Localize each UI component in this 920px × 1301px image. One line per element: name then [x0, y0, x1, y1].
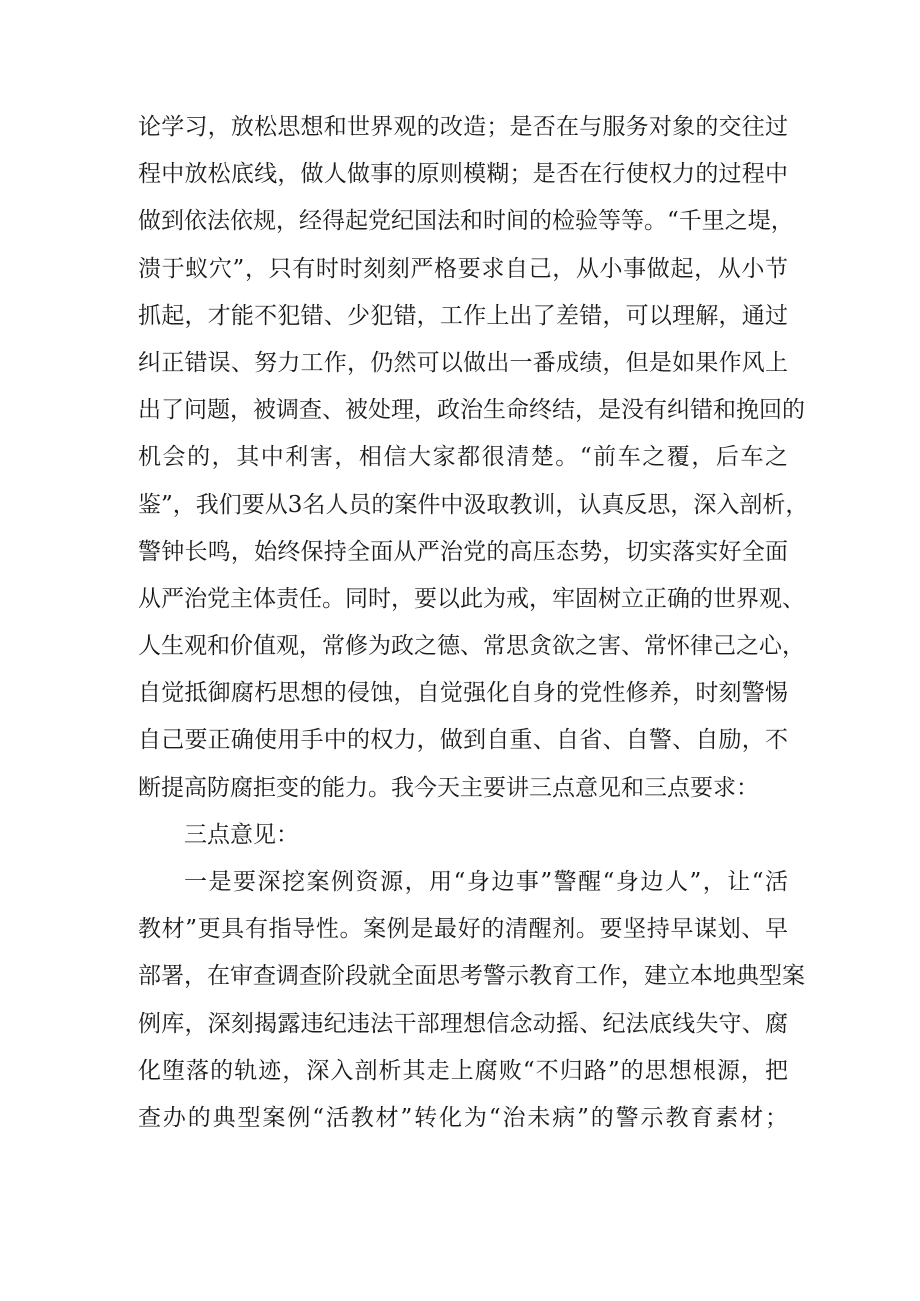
text-line: 教材”更具有指导性。案例是最好的清醒剂。要坚持早谋划、早 [138, 916, 788, 943]
section-heading: 三点意见： [184, 821, 299, 848]
text-line: 抓起，才能不犯错、少犯错，工作上出了差错，可以理解，通过 [138, 302, 788, 329]
text-line: 人生观和价值观，常修为政之德、常思贪欲之害、常怀律己之心， [138, 633, 805, 660]
text-line: 自觉抵御腐朽思想的侵蚀，自觉强化自身的党性修养，时刻警惕 [138, 680, 788, 707]
text-line: 做到依法依规，经得起党纪国法和时间的检验等等。“千里之堤， [138, 208, 794, 235]
text-line: 部署，在审查调查阶段就全面思考警示教育工作，建立本地典型案 [138, 963, 805, 990]
body-text [138, 104, 809, 1142]
text-line: 断提高防腐拒变的能力。我今天主要讲三点意见和三点要求： [138, 774, 759, 801]
text-line: 机会的，其中利害，相信大家都很清楚。“前车之覆，后车之 [138, 444, 788, 471]
text-line: 鉴”，我们要从3名人员的案件中汲取教训，认真反思，深入剖析， [138, 491, 809, 518]
text-line: 出了问题，被调查、被处理，政治生命终结，是没有纠错和挽回的 [138, 397, 805, 424]
text-line: 程中放松底线，做人做事的原则模糊；是否在行使权力的过程中 [138, 161, 788, 188]
text-line: 一是要深挖案例资源，用“身边事”警醒“身边人”，让“活 [184, 869, 788, 895]
text-line: 溃于蚁穴”，只有时时刻刻严格要求自己，从小事做起，从小节 [138, 255, 788, 282]
text-line: 警钟长鸣，始终保持全面从严治党的高压态势，切实落实好全面 [138, 538, 788, 565]
text-line: 化堕落的轨迹，深入剖析其走上腐败“不归路”的思想根源，把 [138, 1057, 788, 1084]
text-line: 从严治党主体责任。同时，要以此为戒，牢固树立正确的世界观、 [138, 585, 805, 612]
text-line: 自己要正确使用手中的权力，做到自重、自省、自警、自励，不 [138, 727, 788, 754]
text-line: 查办的典型案例“活教材”转化为“治未病”的警示教育素材； [138, 1104, 788, 1131]
text-line: 纠正错误、努力工作，仍然可以做出一番成绩，但是如果作风上 [138, 349, 788, 376]
text-line: 论学习，放松思想和世界观的改造；是否在与服务对象的交往过 [138, 114, 788, 140]
text-line: 例库，深刻揭露违纪违法干部理想信念动摇、纪法底线失守、腐 [138, 1010, 788, 1037]
